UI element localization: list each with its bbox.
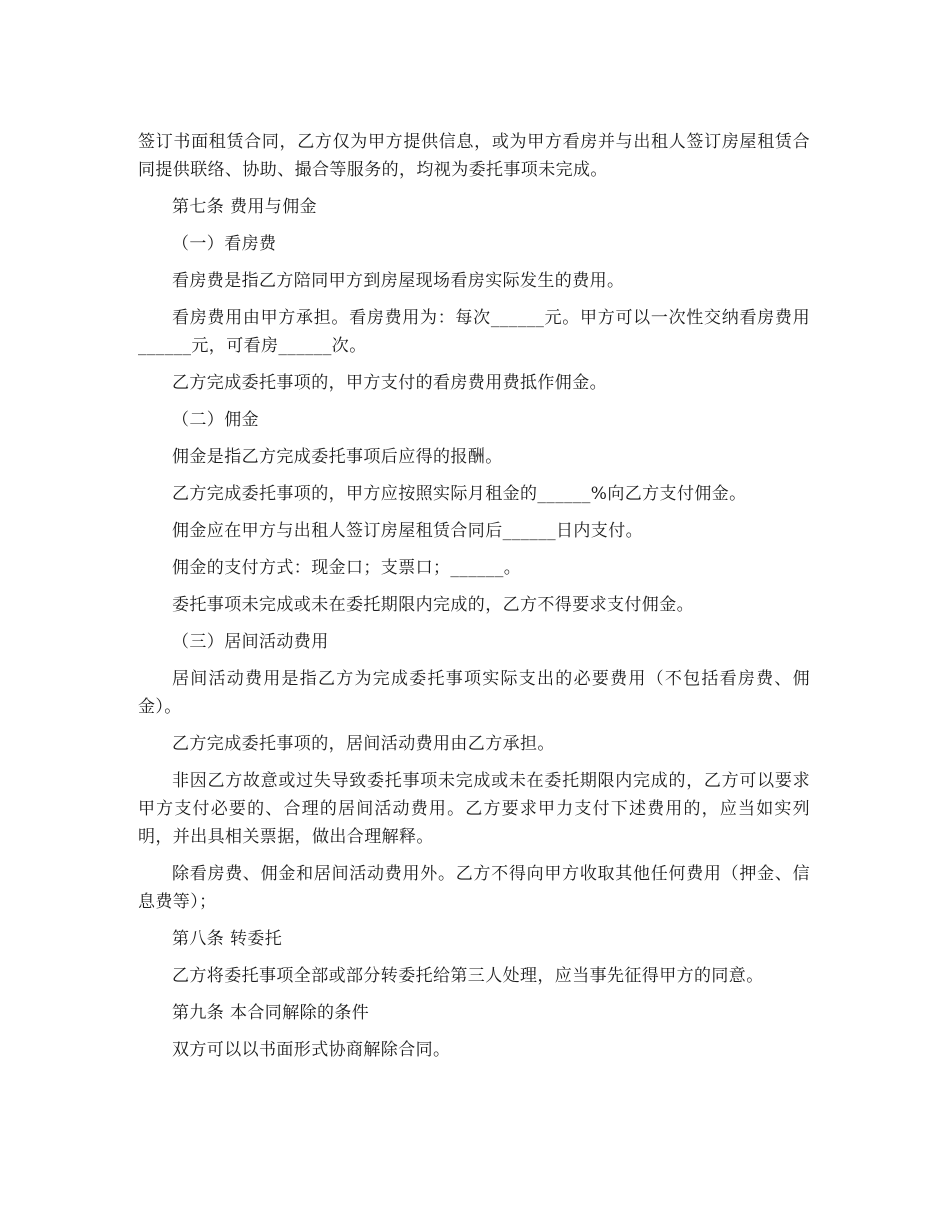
paragraph: 非因乙方故意或过失导致委托事项未完成或未在委托期限内完成的，乙方可以要求甲方支付必要的、合理的居间活动费用。乙方要求甲力支付下述费用的，应当如实列明，并出具相关票据，做出合理解释。 [138,771,810,847]
article-7-heading: 第七条 费用与佣金 [172,197,318,217]
paragraph: 看房费是指乙方陪同甲方到房屋现场看房实际发生的费用。 [172,271,625,291]
paragraph: 居间活动费用是指乙方为完成委托事项实际支出的必要费用（不包括看房费、佣金）。 [138,669,810,717]
paragraph-continuation: 签订书面租赁合同，乙方仅为甲方提供信息，或为甲方看房并与出租人签订房屋租赁合同提供联络、协助、撮合等服务的，均视为委托事项未完成。 [138,132,810,180]
paragraph: 乙方完成委托事项的，居间活动费用由乙方承担。 [172,734,555,754]
paragraph: 佣金应在甲方与出租人签订房屋租赁合同后______日内支付。 [172,521,643,541]
paragraph: 佣金是指乙方完成委托事项后应得的报酬。 [172,447,503,467]
paragraph: 双方可以以书面形式协商解除合同。 [172,1040,451,1060]
paragraph: 委托事项未完成或未在委托期限内完成的，乙方不得要求支付佣金。 [172,595,694,615]
article-8-heading: 第八条 转委托 [172,929,283,949]
paragraph: 乙方将委托事项全部或部分转委托给第三人处理，应当事先征得甲方的同意。 [172,966,764,986]
paragraph: 乙方完成委托事项的，甲方应按照实际月租金的______%向乙方支付佣金。 [172,484,747,504]
document-body [138,128,810,1073]
paragraph: 乙方完成委托事项的，甲方支付的看房费用费抵作佣金。 [172,373,607,393]
section-viewing-fee-heading: （一）看房费 [172,234,277,254]
paragraph: 佣金的支付方式：现金口；支票口；______。 [172,558,522,578]
paragraph: 看房费用由甲方承担。看房费用为：每次______元。甲方可以一次性交纳看房费用______元，可看房______次。 [138,308,810,356]
section-commission-heading: （二）佣金 [172,410,259,430]
paragraph: 除看房费、佣金和居间活动费用外。乙方不得向甲方收取其他任何费用（押金、信息费等）； [138,864,810,912]
section-intermediary-cost-heading: （三）居间活动费用 [172,632,329,652]
article-9-heading: 第九条 本合同解除的条件 [172,1003,370,1023]
